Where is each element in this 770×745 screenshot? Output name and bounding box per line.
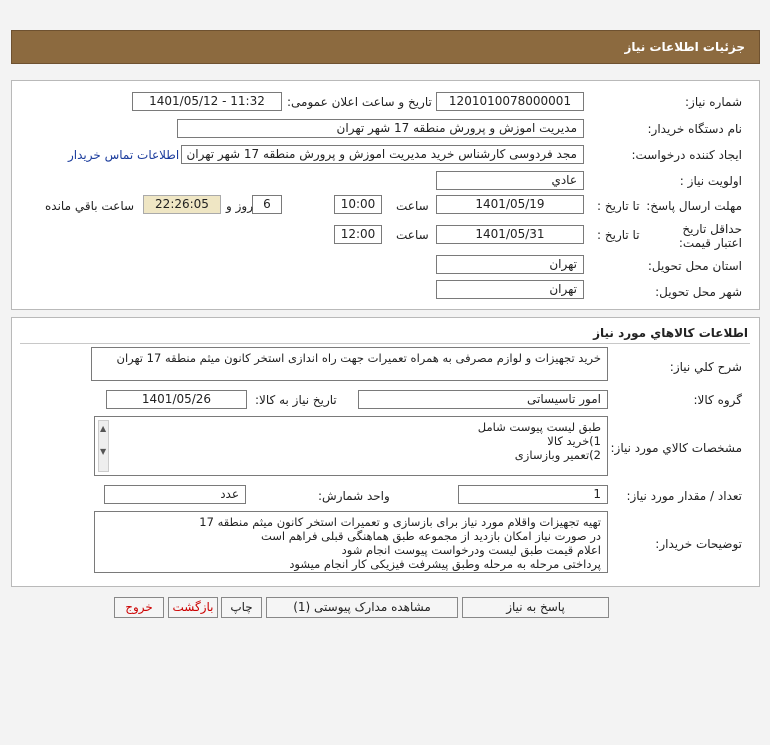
province-label: استان محل تحویل:: [647, 259, 742, 273]
page-header: [11, 30, 760, 64]
unit-label: واحد شمارش:: [318, 489, 390, 503]
specs-line: طبق لیست پیوست شامل: [477, 420, 601, 434]
triangle-up-icon[interactable]: ▲: [100, 424, 107, 433]
unit-field: عدد: [104, 485, 246, 504]
buyer-org-field: مدیریت اموزش و پرورش منطقه 17 شهر تهران: [177, 119, 584, 138]
province-field: تهران: [436, 255, 584, 274]
remaining-time-field: 22:26:05: [143, 195, 221, 214]
creator-field: مجد فردوسی کارشناس خرید مدیریت اموزش و پرورش منطقه 17 شهر تهران: [181, 145, 584, 164]
buyer-notes-line: در صورت نیاز امکان بازدید از مجموعه طبق هماهنگی قبلی فراهم است: [260, 529, 601, 543]
buyer-notes-line: اعلام قیمت طبق لیست ودرخواست پیوست انجام شود: [341, 543, 601, 557]
city-label: شهر محل تحویل:: [655, 285, 742, 299]
specs-line: 1)خرید کالا: [547, 434, 601, 448]
back-button[interactable]: بازگشت: [168, 597, 218, 618]
goods-group-label: گروه کالا:: [693, 393, 742, 407]
view-attachments-button[interactable]: مشاهده مدارک پیوستی (1): [266, 597, 458, 618]
specs-label: مشخصات کالاي مورد نياز:: [610, 441, 742, 455]
validity-to-date-label: تا تاریخ :: [597, 228, 640, 242]
reply-to-date-label: تا تاریخ :: [597, 199, 640, 213]
reply-time-label: ساعت: [396, 199, 429, 213]
goods-section-title: اطلاعات کالاهاي مورد نياز: [593, 326, 748, 340]
need-date-label: تاریخ نیاز به کالا:: [255, 393, 337, 407]
quantity-label: تعداد / مقدار مورد نیاز:: [626, 489, 742, 503]
buyer-notes-line: تهیه تجهیزات واقلام مورد نیاز برای بازسازی و تعمیرات استخر کانون میثم منطقه 17: [199, 515, 601, 529]
remaining-label: ساعت باقي مانده: [45, 199, 135, 213]
goods-group-field: امور تاسیساتی: [358, 390, 608, 409]
validity-time-field: 12:00: [334, 225, 382, 244]
creator-label: ایجاد کننده درخواست:: [631, 148, 742, 162]
triangle-down-icon[interactable]: ▼: [100, 447, 107, 456]
need-date-field: 1401/05/26: [106, 390, 247, 409]
buyer-notes-label: توضیحات خریدار:: [655, 537, 742, 551]
validity-date-field: 1401/05/31: [436, 225, 584, 244]
section-divider: [20, 343, 750, 344]
specs-field[interactable]: [94, 416, 608, 476]
reply-deadline-label: مهلت ارسال پاسخ:: [646, 199, 742, 213]
need-number-label: شماره نیاز:: [685, 95, 742, 109]
exit-button[interactable]: خروج: [114, 597, 164, 618]
reply-date-field: 1401/05/19: [436, 195, 584, 214]
reply-time-field: 10:00: [334, 195, 382, 214]
days-and-label: روز و: [226, 199, 253, 213]
quantity-field: 1: [458, 485, 608, 504]
description-field: خرید تجهیزات و لوازم مصرفی به همراه تعمیرات جهت راه اندازی استخر کانون میثم منطقه 17 تهران: [91, 347, 608, 381]
buyer-contact-link[interactable]: اطلاعات تماس خریدار: [68, 148, 180, 162]
priority-field: عادي: [436, 171, 584, 190]
announce-datetime-field: 1401/05/12 - 11:32: [132, 92, 282, 111]
reply-button[interactable]: پاسخ به نیاز: [462, 597, 609, 618]
buyer-notes-line: پرداختی مرحله به مرحله وطبق پیشرفت فیزیکی کار انجام میشود: [289, 557, 601, 571]
need-number-field: 1201010078000001: [436, 92, 584, 111]
days-field: 6: [252, 195, 282, 214]
need-info-panel: [11, 80, 760, 310]
priority-label: اولویت نیاز :: [679, 174, 742, 188]
validity-time-label: ساعت: [396, 228, 429, 242]
specs-scrollbar[interactable]: [98, 420, 109, 472]
city-field: تهران: [436, 280, 584, 299]
description-label: شرح کلي نياز:: [669, 360, 742, 374]
page-title: جزئیات اطلاعات نیاز: [624, 40, 745, 54]
buyer-notes-field: [94, 511, 608, 573]
specs-line: 2)تعمیر وبازسازی: [514, 448, 601, 462]
buyer-org-label: نام دستگاه خریدار:: [647, 122, 742, 136]
announce-datetime-label: تاریخ و ساعت اعلان عمومی:: [287, 95, 432, 109]
print-button[interactable]: چاپ: [221, 597, 262, 618]
price-validity-label: حداقل تاریخ اعتبار قیمت:: [678, 222, 742, 250]
